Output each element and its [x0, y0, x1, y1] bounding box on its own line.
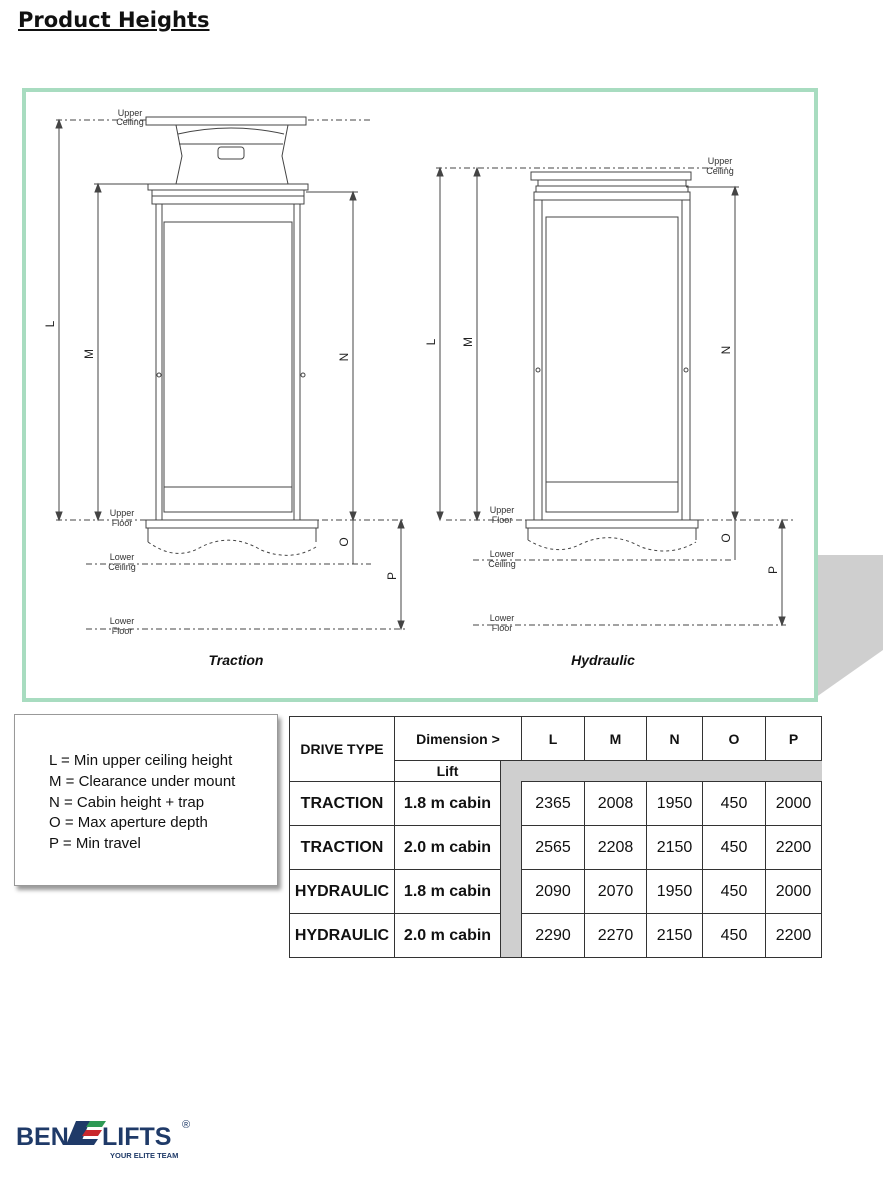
header-col-m: M: [585, 717, 647, 761]
header-col-l: L: [522, 717, 585, 761]
hydraulic-upper-floor-label: Upper: [489, 505, 515, 515]
hydraulic-dim-o: O: [719, 533, 733, 543]
traction-dim-m: M: [82, 349, 96, 359]
traction-caption: Traction: [208, 652, 264, 668]
hydraulic-caption: Hydraulic: [571, 652, 635, 668]
header-lift: Lift: [395, 761, 501, 782]
logo-registered-mark: ®: [182, 1119, 191, 1131]
hydraulic-dim-l: L: [424, 338, 438, 346]
elevation-diagram: [26, 92, 814, 698]
table-row: HYDRAULIC 2.0 m cabin 2290 2270 2150 450 2200: [290, 914, 822, 958]
legend-item-l: L = Min upper ceiling height: [49, 752, 233, 769]
dimension-legend: [14, 714, 278, 886]
header-col-o: O: [703, 717, 766, 761]
traction-dim-o: O: [337, 537, 351, 547]
header-drive-type: DRIVE TYPE: [290, 717, 395, 782]
logo-brand-right: LIFTS: [102, 1123, 172, 1151]
header-col-n: N: [647, 717, 703, 761]
svg-text:Floor: Floor: [111, 626, 133, 636]
svg-text:Ceiling: Ceiling: [116, 117, 144, 127]
legend-item-o: O = Max aperture depth: [49, 814, 208, 831]
hydraulic-lower-floor-label: Lower: [489, 613, 515, 623]
legend-item-n: N = Cabin height + trap: [49, 794, 205, 811]
svg-text:Floor: Floor: [491, 515, 513, 525]
hydraulic-upper-ceiling-label: Upper: [707, 156, 733, 166]
legend-item-p: P = Min travel: [49, 835, 141, 852]
svg-text:Ceiling: Ceiling: [488, 559, 516, 569]
logo-tagline: YOUR ELITE TEAM: [110, 1151, 179, 1160]
logo-e-mark: [66, 1121, 106, 1145]
hydraulic-dim-n: N: [719, 345, 733, 355]
table-row: TRACTION 2.0 m cabin 2565 2208 2150 450 2200: [290, 826, 822, 870]
svg-text:Ceiling: Ceiling: [108, 562, 136, 572]
header-spacer: [501, 761, 822, 782]
svg-text:Floor: Floor: [491, 623, 513, 633]
benelifts-logo: [16, 1115, 201, 1165]
hydraulic-dim-m: M: [461, 337, 475, 347]
dimensions-table: [289, 716, 822, 958]
decorative-shadow: [812, 555, 883, 700]
logo-brand-left: BEN: [16, 1123, 69, 1151]
traction-dim-n: N: [337, 352, 351, 362]
page-title: Product Heights: [18, 8, 210, 32]
legend-item-m: M = Clearance under mount: [49, 773, 236, 790]
hydraulic-dim-p: P: [766, 565, 780, 575]
svg-text:Floor: Floor: [111, 518, 133, 528]
table-row: TRACTION 1.8 m cabin 2365 2008 1950 450 2000: [290, 782, 822, 826]
traction-lower-ceiling-label: Lower: [109, 552, 135, 562]
svg-text:Ceiling: Ceiling: [706, 166, 734, 176]
diagram-frame: [22, 88, 818, 702]
hydraulic-lower-ceiling-label: Lower: [489, 549, 515, 559]
traction-lower-floor-label: Lower: [109, 616, 135, 626]
traction-dim-l: L: [43, 320, 57, 328]
header-dimension: Dimension >: [395, 717, 522, 761]
table-header-row: [290, 717, 822, 761]
table-row: HYDRAULIC 1.8 m cabin 2090 2070 1950 450 2000: [290, 870, 822, 914]
traction-dim-p: P: [385, 571, 399, 581]
traction-upper-floor-label: Upper: [109, 508, 135, 518]
traction-upper-ceiling-label: Upper: [117, 108, 143, 118]
header-col-p: P: [766, 717, 822, 761]
